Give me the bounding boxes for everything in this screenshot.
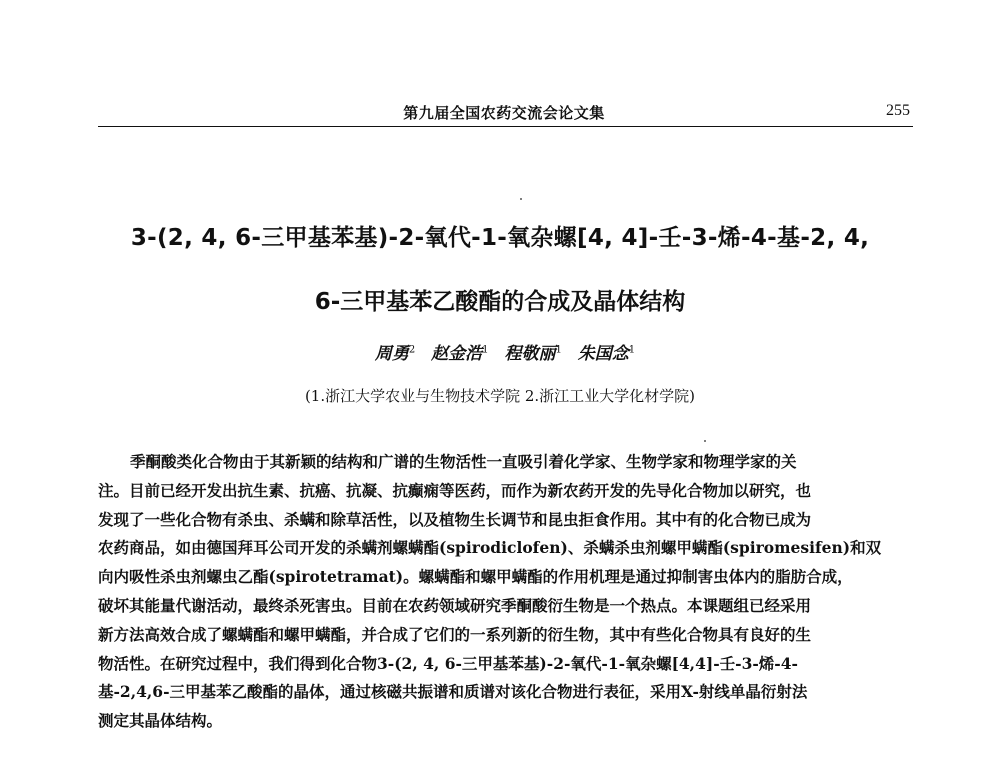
body-line: 向内吸性杀虫剂螺虫乙酯(spirotetramat)。螺螨酯和螺甲螨酯的作用机理是通过抑制害虫体内的脂肪合成， — [98, 567, 853, 587]
body-line: 新方法高效合成了螺螨酯和螺甲螨酯，并合成了它们的一系列新的衍生物，其中有些化合物具有良好的生 — [98, 624, 812, 644]
body-line: 破坏其能量代谢活动，最终杀死害虫。目前在农药领域研究季酮酸衍生物是一个热点。本课题组已经采用 — [98, 595, 812, 615]
author-affiliation-mark: 2 — [408, 344, 416, 356]
author-name: 程敬丽 — [504, 344, 556, 364]
body-line: 基-2,4,6-三甲基苯乙酸酯的晶体，通过核磁共振谱和质谱对该化合物进行表征，采用X-射线单晶衍射法 — [98, 682, 808, 702]
author — [578, 344, 635, 364]
paper-title-line-2: 6-三甲基苯乙酸酯的合成及晶体结构 — [314, 289, 686, 315]
author-name: 周勇 — [374, 344, 409, 364]
body-line: 注。目前已经开发出抗生素、抗癌、抗凝、抗癫痫等医药，而作为新农药开发的先导化合物加以研究，也 — [98, 480, 812, 500]
header-rule — [98, 126, 913, 127]
body-line: 发现了一些化合物有杀虫、杀螨和除草活性，以及植物生长调节和昆虫拒食作用。其中有的化合物已成为 — [98, 509, 812, 529]
author-affiliation-mark: 1 — [482, 344, 489, 356]
running-title: 第九届全国农药交流会论文集 — [403, 104, 605, 122]
author-name: 朱国念 — [577, 344, 629, 364]
author — [431, 344, 488, 364]
author — [504, 344, 561, 364]
page-number: 255 — [886, 102, 910, 119]
affiliations: (1.浙江大学农业与生物技术学院 2.浙江工业大学化材学院) — [304, 387, 696, 405]
paper-title-line-1: 3-(2, 4, 6-三甲基苯基)-2-氧代-1-氧杂螺[4, 4]-壬-3-烯-4-基-2, 4, — [130, 225, 870, 251]
author-name: 赵金浩 — [431, 344, 483, 364]
author-affiliation-mark: 1 — [555, 344, 562, 356]
author-list — [0, 339, 1000, 364]
body-line: 物活性。在研究过程中，我们得到化合物3-(2, 4, 6-三甲基苯基)-2-氧代-1-氧杂螺[4,4]-壬-3-烯-4- — [98, 653, 798, 673]
scan-speck — [520, 198, 522, 200]
author-affiliation-mark: 1 — [628, 344, 636, 356]
scan-speck — [704, 440, 706, 442]
body-line: 季酮酸类化合物由于其新颖的结构和广谱的生物活性一直吸引着化学家、生物学家和物理学家的关 — [130, 452, 797, 471]
running-header — [98, 100, 910, 126]
body-paragraph — [98, 448, 914, 736]
body-line: 农药商品，如由德国拜耳公司开发的杀螨剂螺螨酯(spirodiclofen)、杀螨杀虫剂螺甲螨酯(spiromesifen)和双 — [98, 538, 882, 558]
author — [375, 344, 415, 364]
body-line: 测定其晶体结构。 — [98, 711, 223, 731]
